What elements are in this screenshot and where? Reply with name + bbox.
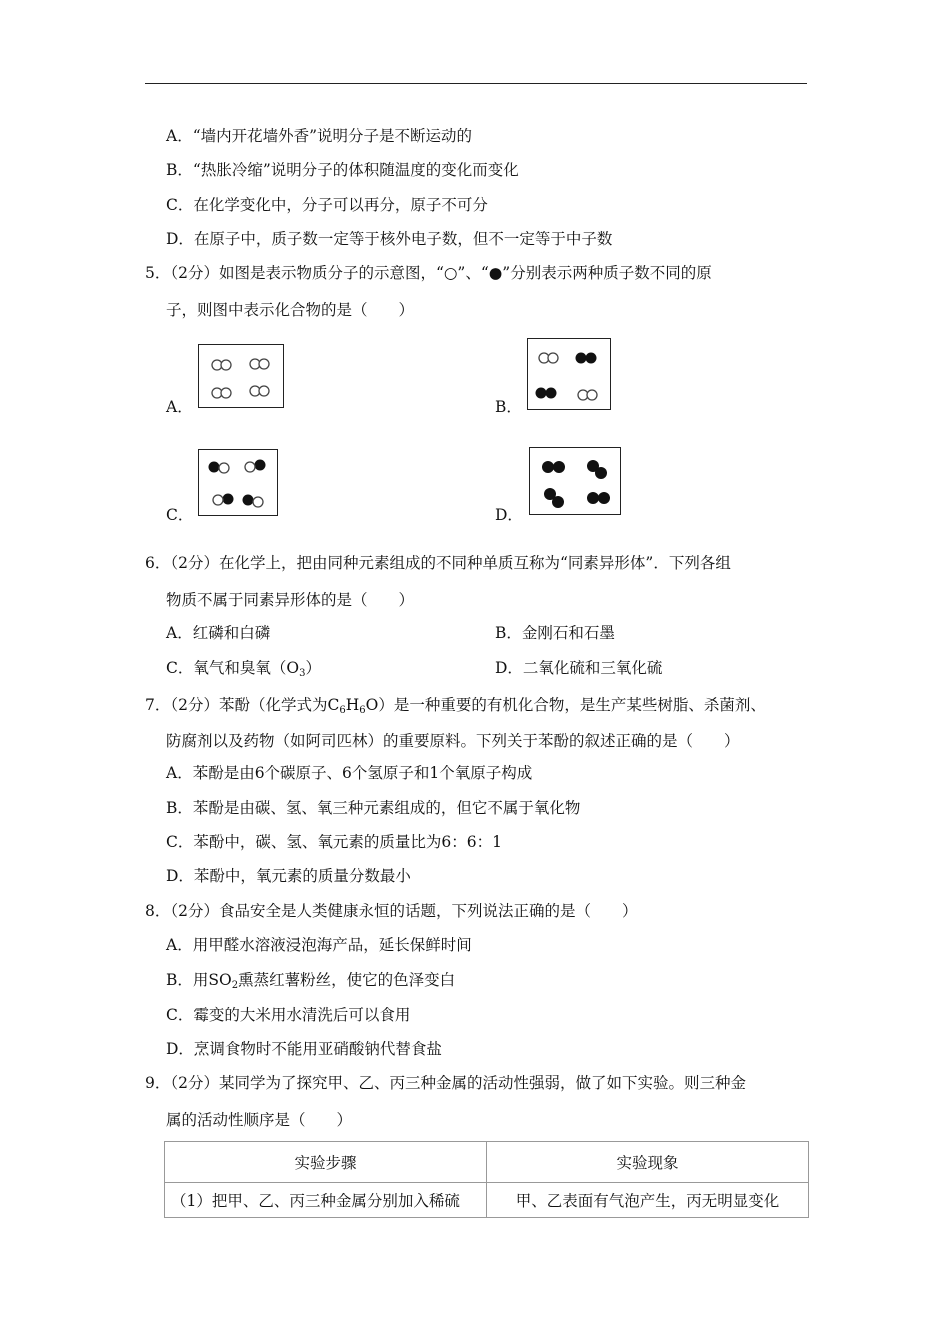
table-row: [165, 1183, 809, 1218]
q6-option-b: B．金刚石和石墨: [495, 624, 615, 642]
q7-stem-line1: 7．（2分）苯酚（化学式为$C_6H_6O$）是一种重要的有机化合物，是生产某些树脂、杀菌剂、: [145, 696, 766, 716]
table-header-cell: 实验步骤: [165, 1142, 487, 1183]
q6-stem-line2: 物质不属于同素异形体的是（ ）: [166, 591, 415, 609]
q7-option-c: C．苯酚中，碳、氢、氧元素的质量比为6：6：1: [166, 833, 502, 851]
table-cell: （1）把甲、乙、丙三种金属分别加入稀硫: [165, 1183, 487, 1218]
q4-option-c: C．在化学变化中，分子可以再分，原子不可分: [166, 196, 488, 214]
q9-experiment-table: [164, 1141, 809, 1218]
header-rule: [145, 83, 807, 84]
q6-option-a: A．红磷和白磷: [166, 624, 271, 642]
q8-option-a: A．用甲醛水溶液浸泡海产品，延长保鲜时间: [166, 936, 472, 954]
q5-figure-a: [198, 344, 284, 408]
q6-option-d: D．二氧化硫和三氧化硫: [495, 659, 663, 677]
q6-option-c: C．氧气和臭氧$(O_3)$: [166, 659, 321, 679]
q5-stem-line2: 子，则图中表示化合物的是（ ）: [166, 301, 415, 319]
q4-option-b: B．“热胀冷缩”说明分子的体积随温度的变化而变化: [166, 161, 519, 179]
table-header-cell: 实验现象: [487, 1142, 809, 1183]
q9-stem-line1: 9．（2分）某同学为了探究甲、乙、丙三种金属的活动性强弱，做了如下实验。则三种金: [145, 1074, 746, 1092]
q5-stem-line1: 5．（2分）如图是表示物质分子的示意图，“○”、“●”分别表示两种质子数不同的原: [145, 264, 712, 282]
q8-option-d: D．烹调食物时不能用亚硝酸钠代替食盐: [166, 1040, 442, 1058]
q7-option-d: D．苯酚中，氧元素的质量分数最小: [166, 867, 411, 885]
q4-option-a: A．“墙内开花墙外香”说明分子是不断运动的: [166, 127, 473, 145]
q5-label-d: D．: [495, 506, 523, 524]
q8-stem: 8．（2分）食品安全是人类健康永恒的话题，下列说法正确的是（ ）: [145, 902, 638, 920]
q7-option-b: B．苯酚是由碳、氢、氧三种元素组成的，但它不属于氧化物: [166, 799, 581, 817]
q5-label-c: C．: [166, 506, 194, 524]
q5-figure-b: [527, 338, 611, 410]
q5-figure-c: [198, 449, 278, 516]
q4-option-d: D．在原子中，质子数一定等于核外电子数，但不一定等于中子数: [166, 230, 613, 248]
table-header-row: [165, 1142, 809, 1183]
q5-figure-d: [529, 447, 621, 515]
q5-label-a: A．: [166, 398, 193, 416]
q9-stem-line2: 属的活动性顺序是（ ）: [166, 1111, 353, 1129]
q8-option-b: B．用$SO_2$熏蒸红薯粉丝，使它的色泽变白: [166, 971, 456, 991]
q7-option-a: A．苯酚是由6个碳原子、6个氢原子和1个氧原子构成: [166, 764, 533, 782]
table-cell: 甲、乙表面有气泡产生，丙无明显变化: [487, 1183, 809, 1218]
q5-label-b: B．: [495, 398, 522, 416]
q6-stem-line1: 6．（2分）在化学上，把由同种元素组成的不同种单质互称为“同素异形体”．下列各组: [145, 554, 731, 572]
q7-stem-line2: 防腐剂以及药物（如阿司匹林）的重要原料。下列关于苯酚的叙述正确的是（ ）: [166, 732, 740, 750]
q8-option-c: C．霉变的大米用水清洗后可以食用: [166, 1006, 411, 1024]
